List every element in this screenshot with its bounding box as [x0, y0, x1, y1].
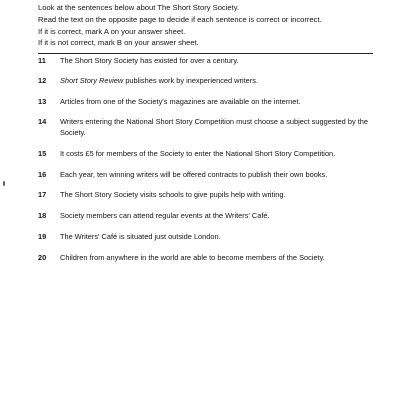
question-number: 18 [38, 211, 47, 220]
question-number: 17 [38, 190, 47, 199]
question-item [38, 190, 378, 201]
instruction-line: If it is correct, mark A on your answer sheet. [38, 26, 186, 36]
scan-mark [3, 181, 5, 186]
question-item [38, 97, 378, 108]
instructions [38, 2, 383, 49]
question-item [38, 170, 378, 181]
instruction-line: If it is not correct, mark B on your answer sheet. [38, 38, 199, 48]
question-body: Society members can attend regular events at the Writers' Café. [60, 211, 270, 220]
question-item [38, 76, 378, 87]
question-text [60, 170, 378, 181]
question-text [60, 232, 378, 243]
question-number: 16 [38, 170, 47, 179]
question-body: Writers entering the National Short Story Competition must choose a subject suggested by the Society. [60, 117, 368, 137]
question-number: 13 [38, 97, 47, 106]
question-item [38, 117, 378, 138]
question-text [60, 97, 378, 108]
question-text [60, 253, 378, 264]
question-text [60, 211, 378, 222]
question-item [38, 253, 378, 264]
divider [38, 53, 373, 54]
question-text [60, 56, 378, 67]
question-item [38, 56, 378, 67]
question-body: Each year, ten winning writers will be offered contracts to publish their own books. [60, 170, 328, 179]
question-body: publishes work by inexperienced writers. [123, 76, 259, 85]
question-text [60, 190, 378, 201]
question-text [60, 76, 378, 87]
question-item [38, 211, 378, 222]
question-number: 14 [38, 117, 47, 126]
instruction-line: Read the text on the opposite page to decide if each sentence is correct or incorrect. [38, 14, 322, 24]
publication-title: Short Story Review [60, 76, 124, 85]
question-body: Articles from one of the Society's magazines are available on the internet. [60, 97, 301, 106]
question-text [60, 117, 378, 138]
question-body: It costs £5 for members of the Society to enter the National Short Story Competition. [60, 149, 336, 158]
question-body: The Short Story Society visits schools to give pupils help with writing. [60, 190, 286, 199]
question-number: 15 [38, 149, 47, 158]
question-text [60, 149, 378, 160]
question-number: 20 [38, 253, 47, 262]
question-body: The Short Story Society has existed for over a century. [60, 56, 239, 65]
question-body: The Writers' Café is situated just outside London. [60, 232, 221, 241]
question-number: 11 [38, 56, 46, 65]
question-item [38, 149, 378, 160]
question-item [38, 232, 378, 243]
question-body: Children from anywhere in the world are able to become members of the Society. [60, 253, 325, 262]
question-number: 19 [38, 232, 47, 241]
question-number: 12 [38, 76, 47, 85]
instruction-line: Look at the sentences below about The Short Story Society. [38, 3, 240, 12]
